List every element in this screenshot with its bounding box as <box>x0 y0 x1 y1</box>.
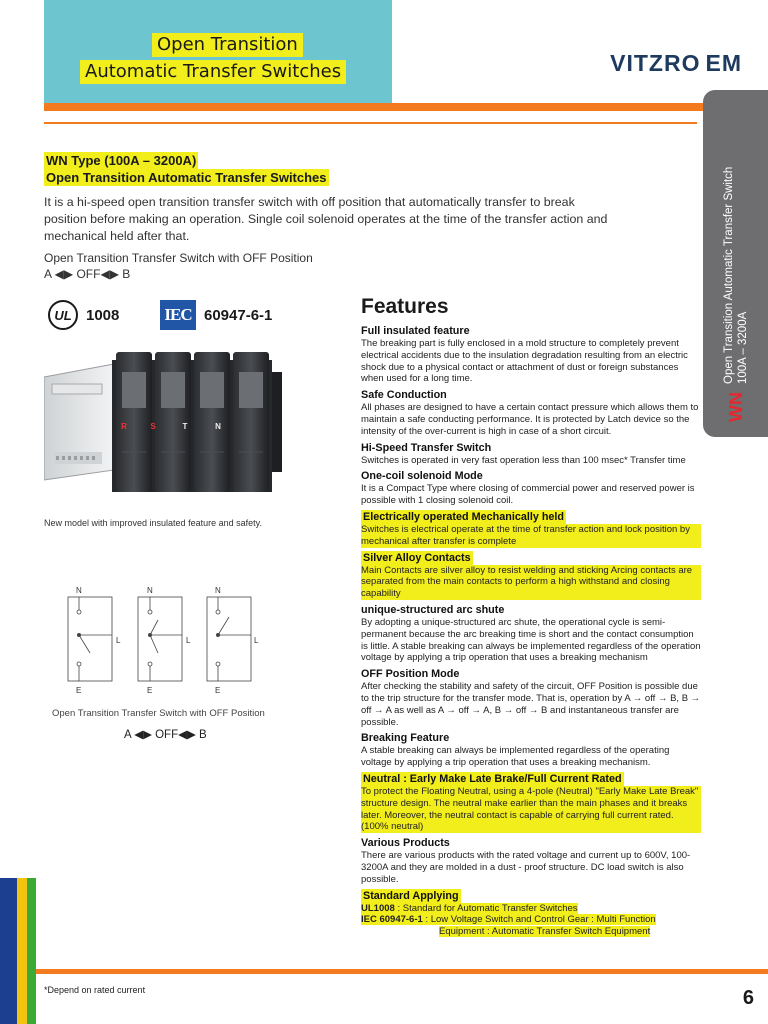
side-tab-wn: WN <box>726 392 746 422</box>
schem-label-e3: E <box>215 686 221 695</box>
feature-body-text: Main Contacts are silver alloy to resist welding and sticking Arcing contacts are separated from the main contacts to perform a high withstand and closing capability <box>361 564 693 600</box>
ul-number: 1008 <box>86 306 120 324</box>
footnote: *Depend on rated current <box>44 985 146 995</box>
feature-title: Safe Conduction <box>361 389 447 402</box>
type-subtitle: Open Transition Automatic Transfer Switches <box>46 170 327 185</box>
schem-label-l2: L <box>186 636 191 645</box>
feature-body: By adopting a unique-structured arc shute, the operational cycle is semi-permanent because the arc breaking time is short and the contact consumption is little. A stable breaking can always be implemented regardless of the operation voltage by applying a trip operation that uses a breaking mechanism <box>361 616 701 664</box>
feature-item <box>361 324 701 385</box>
footer-stripe-blue <box>0 878 17 1024</box>
feature-title: One-coil solenoid Mode <box>361 470 483 483</box>
feature-title: Silver Alloy Contacts <box>363 551 471 564</box>
standard-title: Standard Applying <box>363 889 459 902</box>
feature-title: Various Products <box>361 837 450 850</box>
header-divider <box>44 122 697 124</box>
feature-item <box>361 388 701 437</box>
iec-cert <box>160 300 272 330</box>
standard-iec-cont <box>361 926 701 938</box>
feature-item <box>361 469 701 507</box>
feature-title: OFF Position Mode <box>361 668 460 681</box>
logo-main: VITZRO <box>610 50 701 76</box>
feature-item <box>361 551 701 600</box>
side-tab-text <box>722 102 750 422</box>
type-title: WN Type (100A – 3200A) <box>46 153 197 168</box>
schem-label-l1: L <box>116 636 121 645</box>
footer-stripe-green <box>27 878 36 1024</box>
standard-applying <box>361 889 701 938</box>
schem-label-e1: E <box>76 686 82 695</box>
intro-description: It is a hi-speed open transition transfer switch with off position that automatically transfer to break position before making an operation. Single coil solenoid operates at the time of the transfer action and mechanical held after that. <box>44 195 608 243</box>
footer-orange-line <box>0 969 768 974</box>
schem-label-n1: N <box>76 586 82 595</box>
iec-mark-icon: IEC <box>160 300 196 330</box>
iec-number: 60947-6-1 <box>204 306 273 324</box>
schem-label-n3: N <box>215 586 221 595</box>
schem-label-l3: L <box>254 636 259 645</box>
ul-cert <box>48 300 119 330</box>
switch-schematic <box>62 585 272 695</box>
features-heading: Features <box>361 295 449 318</box>
feature-body: All phases are designed to have a certain contact pressure which allows them to maintain a safe conducting performance. It is protected by Latch device so the intensity of the over-current is high in case of a short circuit. <box>361 402 699 437</box>
schem-label-e2: E <box>147 686 153 695</box>
type-heading <box>44 152 329 186</box>
feature-body-text: To protect the Floating Neutral, using a 4-pole (Neutral) "Early Make Late Break" structure design. The neutral make earlier than the main phases and it breaks later. Moreover, the neutral contact is capable of carrying full current rated.(100% neutral) <box>361 785 699 833</box>
page-number: 6 <box>742 987 754 1009</box>
feature-body <box>361 524 701 548</box>
feature-title: Hi-Speed Transfer Switch <box>361 441 492 454</box>
feature-body: It is a Compact Type where closing of commercial power and reserved power is possible with 1 closing solenoid coil. <box>361 483 695 507</box>
standard-iec-text: : Low Voltage Switch and Control Gear : Multi Function <box>422 914 656 926</box>
feature-item <box>361 603 701 664</box>
feature-title: Electrically operated Mechanically held <box>363 510 565 523</box>
product-caption: New model with improved insulated feature and safety. <box>44 518 262 528</box>
schematic-caption: Open Transition Transfer Switch with OFF Position <box>52 708 265 719</box>
ul-mark-icon: UL <box>48 300 78 330</box>
schem-label-n2: N <box>147 586 153 595</box>
feature-body <box>361 786 701 833</box>
standard-iec <box>361 914 701 926</box>
side-tab-line1: Open Transition Automatic Transfer Switch <box>723 166 735 384</box>
feature-item <box>361 836 701 885</box>
side-tab-line2: 100A – 3200A <box>737 311 749 384</box>
product-photo <box>44 352 284 502</box>
standard-iec-text2: Equipment : Automatic Transfer Switch Equipment <box>439 926 651 938</box>
feature-title: Neutral : Early Make Late Brake/Full Current Rated <box>363 772 622 785</box>
feature-item <box>361 667 701 728</box>
features-list <box>361 324 701 941</box>
page-title-line2: Automatic Transfer Switches <box>80 60 346 84</box>
feature-item <box>361 510 701 548</box>
phase-label-s: S <box>150 422 156 431</box>
phase-label-n: N <box>215 422 221 431</box>
footer-stripe-yellow <box>17 878 27 1024</box>
feature-title: Breaking Feature <box>361 732 450 745</box>
standard-iec-code: IEC 60947-6-1 <box>361 914 423 926</box>
feature-body-text: Switches is electrical operate at the time of transfer action and lock position by mechanical after transfer is complete <box>361 523 690 547</box>
phase-label-r: R <box>121 422 127 431</box>
standard-ul-text: : Standard for Automatic Transfer Switches <box>394 902 578 914</box>
feature-body: There are various products with the rated voltage and current up to 600V, 100-3200A and they are molded in a dust - proof structure. DC load switch is also possible. <box>361 850 691 885</box>
header-orange-bar <box>44 103 768 111</box>
feature-item <box>361 441 701 467</box>
feature-title: Full insulated feature <box>361 325 470 337</box>
feature-body: The breaking part is fully enclosed in a mold structure to completely prevent electrical accidents due to the insulation degradation resulting from an electric shock due to a physical contact or attachment of dust or foreign substances when used for a long time. <box>361 338 688 385</box>
feature-item <box>361 772 701 833</box>
schematic-sequence: A ◀▶ OFF◀▶ B <box>124 729 207 741</box>
phase-label-t: T <box>182 422 188 431</box>
standard-ul-code: UL1008 <box>361 902 395 914</box>
intro-sequence: A ◀▶ OFF◀▶ B <box>44 267 131 281</box>
page-title-line1: Open Transition <box>152 33 303 57</box>
logo-sub: EM <box>705 50 742 76</box>
feature-body: Switches is operated in very fast operation less than 100 msec* Transfer time <box>361 454 686 466</box>
standard-ul <box>361 903 701 915</box>
feature-body <box>361 565 701 600</box>
intro-switch-label: Open Transition Transfer Switch with OFF Position <box>44 251 313 265</box>
feature-item <box>361 731 701 769</box>
vitzro-logo <box>610 50 742 77</box>
feature-title: unique-structured arc shute <box>361 603 505 616</box>
feature-body: After checking the stability and safety of the circuit, OFF Position is possible due to the trip structure for the transfer mode. That is, operation by A → off → B, B → off → A as well as A → off → A, B → off → B and instantaneous transfer are possible. <box>361 681 701 728</box>
feature-body: A stable breaking can always be implemented regardless of the operating voltage by applying a trip operation that uses a breaking mechanism. <box>361 745 670 769</box>
